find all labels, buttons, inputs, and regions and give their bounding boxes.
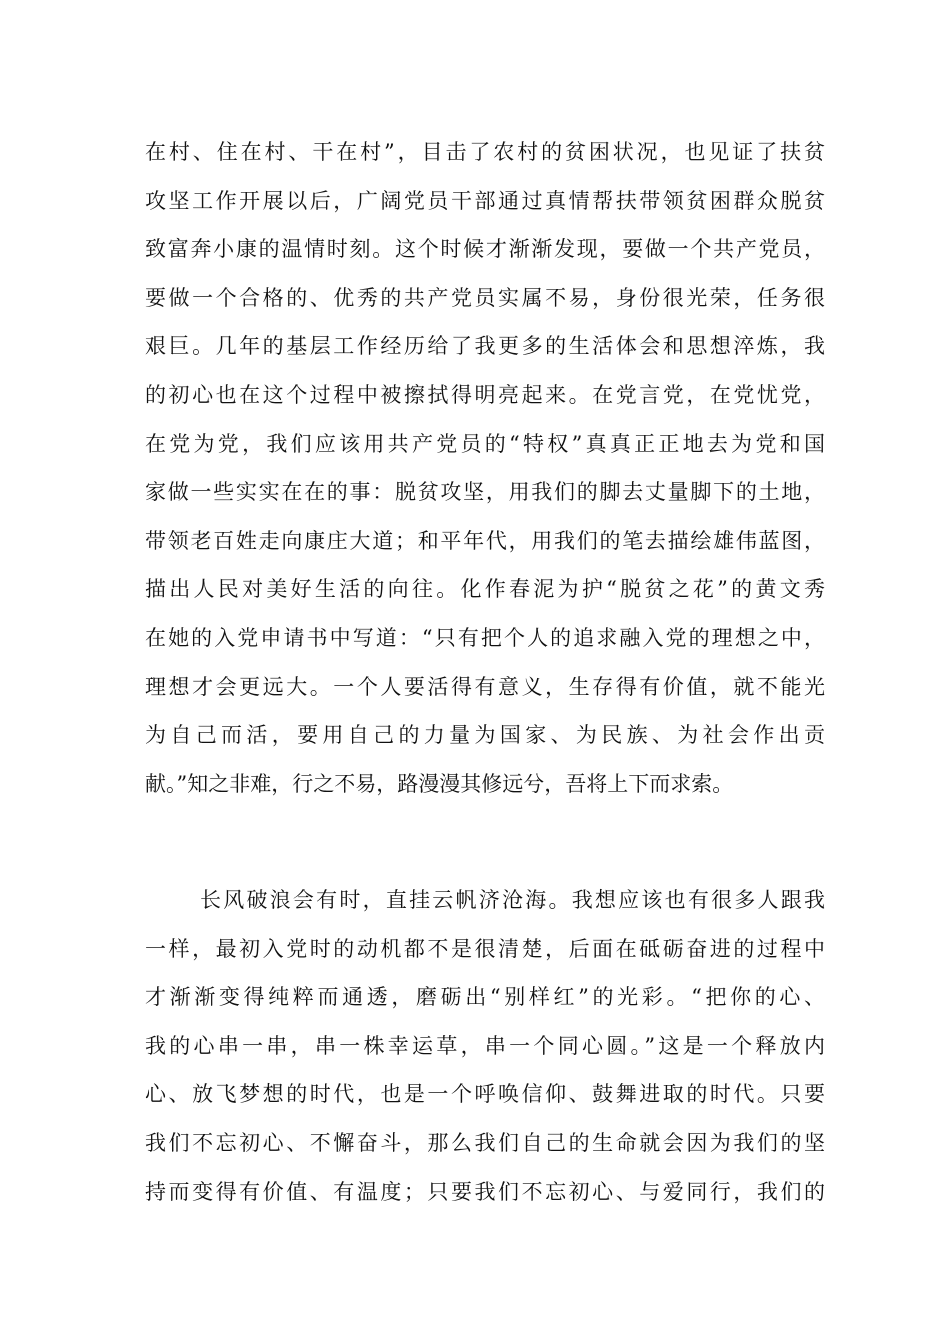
text-line: 长风破浪会有时，直挂云帆济沧海。我想应该也有很多人跟我 bbox=[200, 888, 825, 912]
text-line: 一样，最初入党时的动机都不是很清楚，后面在砥砺奋进的过程中 bbox=[145, 936, 825, 961]
text-line: 心、放飞梦想的时代，也是一个呼唤信仰、鼓舞进取的时代。只要 bbox=[145, 1082, 825, 1107]
text-line: 在党为党，我们应该用共产党员的“特权”真真正正地去为党和国 bbox=[145, 431, 825, 456]
text-line: 在她的入党申请书中写道：“只有把个人的追求融入党的理想之中， bbox=[145, 625, 825, 650]
text-line: 家做一些实实在在的事：脱贫攻坚，用我们的脚去丈量脚下的土地， bbox=[145, 480, 825, 505]
text-line: 才渐渐变得纯粹而通透，磨砺出“别样红”的光彩。“把你的心、 bbox=[145, 985, 825, 1010]
text-line: 我的心串一串，串一株幸运草，串一个同心圆。”这是一个释放内 bbox=[145, 1033, 825, 1058]
text-line: 要做一个合格的、优秀的共产党员实属不易，身份很光荣，任务很 bbox=[145, 285, 825, 310]
text-line: 的初心也在这个过程中被擦拭得明亮起来。在党言党，在党忧党， bbox=[145, 382, 825, 407]
text-line: 带领老百姓走向康庄大道；和平年代，用我们的笔去描绘雄伟蓝图， bbox=[145, 528, 825, 553]
text-line: 在村、住在村、干在村”，目击了农村的贫困状况，也见证了扶贫 bbox=[145, 140, 825, 164]
text-line: 描出人民对美好生活的向往。化作春泥为护“脱贫之花”的黄文秀 bbox=[145, 577, 825, 602]
text-line: 致富奔小康的温情时刻。这个时候才渐渐发现，要做一个共产党员， bbox=[145, 237, 825, 262]
paragraph-2 bbox=[145, 876, 825, 1216]
text-line: 献。”知之非难，行之不易，路漫漫其修远兮，吾将上下而求索。 bbox=[145, 771, 734, 796]
text-line: 为自己而活，要用自己的力量为国家、为民族、为社会作出贡 bbox=[145, 723, 825, 748]
text-line: 理想才会更远大。一个人要活得有意义，生存得有价值，就不能光 bbox=[145, 674, 825, 699]
text-line: 攻坚工作开展以后，广阔党员干部通过真情帮扶带领贫困群众脱贫 bbox=[145, 188, 825, 213]
text-line: 艰巨。几年的基层工作经历给了我更多的生活体会和思想淬炼，我 bbox=[145, 334, 825, 359]
text-line: 我们不忘初心、不懈奋斗，那么我们自己的生命就会因为我们的坚 bbox=[145, 1130, 825, 1155]
paragraph-1 bbox=[145, 128, 825, 808]
text-line: 持而变得有价值、有温度；只要我们不忘初心、与爱同行，我们的 bbox=[145, 1179, 825, 1204]
